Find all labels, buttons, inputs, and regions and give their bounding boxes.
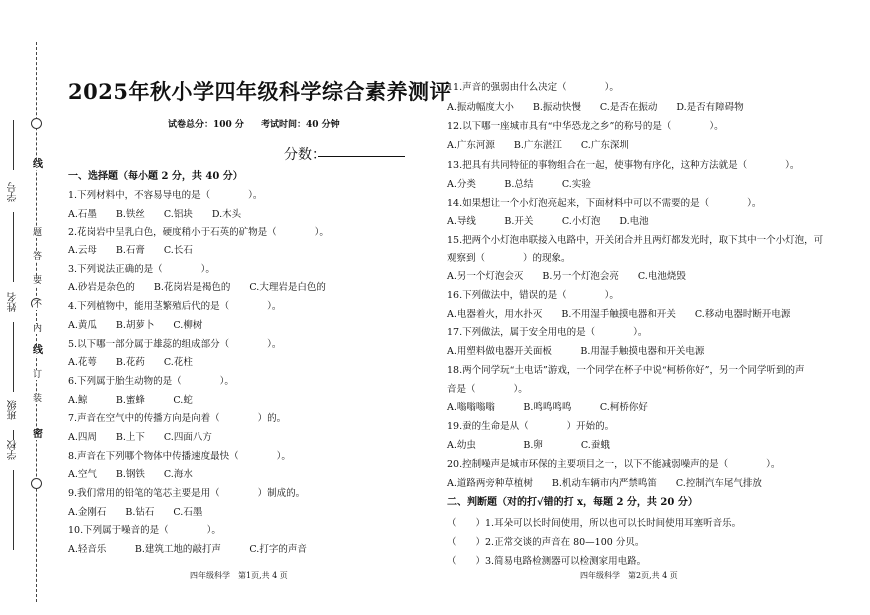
question-line: A.砂岩是杂色的 B.花岗岩是褐色的 C.大理岩是白色的 (68, 282, 326, 293)
question-line: 19.蚕的生命是从（ ）开始的。 (447, 421, 615, 432)
question-line: 7.声音在空气中的传播方向是向着（ ）的。 (68, 413, 287, 424)
question-line: 8.声音在下列哪个物体中传播速度最快（ ）。 (68, 451, 291, 462)
question-line: 12.以下哪一座城市具有“中华恐龙之乡”的称号的是（ ）。 (447, 121, 724, 132)
score-field[interactable] (318, 156, 405, 157)
question-line: A.云母 B.石膏 C.长石 (68, 245, 193, 256)
question-line: A.振动幅度大小 B.振动快慢 C.是否在振动 D.是否有障碍物 (447, 102, 744, 113)
seal-char: 不 (33, 300, 43, 310)
seal-char: 线 (33, 159, 43, 170)
name-label: 姓名 (8, 292, 19, 312)
question-line: A.金刚石 B.钻石 C.石墨 (68, 507, 203, 518)
question-line: A.花萼 B.花药 C.花柱 (68, 357, 193, 368)
question-line: 15.把两个小灯泡串联接入电路中，开关闭合并且两灯都发光时，取下其中一个小灯泡，可 (447, 235, 824, 246)
question-line: 5.以下哪一部分属于雄蕊的组成部分（ ）。 (68, 339, 282, 350)
question-line: A.鲸 B.蜜蜂 C.蛇 (68, 395, 193, 406)
question-line: A.电器着火，用水扑灭 B.不用湿手触摸电器和开关 C.移动电器时断开电源 (447, 309, 791, 320)
fill-line (13, 430, 14, 440)
question-line: 3.下列说法正确的是（ ）。 (68, 264, 215, 275)
fill-line (13, 470, 14, 550)
question-line: 2.花岗岩中呈乳白色，硬度稍小于石英的矿物是（ ）。 (68, 227, 329, 238)
score-label: 分数： (284, 147, 326, 163)
fill-line (13, 212, 14, 282)
question-line: 音是（ ）。 (447, 384, 528, 395)
total-score: 试卷总分：100 分 (168, 120, 244, 130)
question-line: A.石墨 B.铁丝 C.铝块 D.木头 (68, 209, 242, 220)
section-heading: 一、选择题（每小题 2 分，共 40 分） (68, 171, 243, 182)
question-line: 18.两个同学玩“土电话”游戏，一个同学在杯子中说“柯桥你好”，另一个同学听到的声 (447, 365, 805, 376)
section-heading: 二、判断题（对的打√错的打 x，每题 2 分，共 20 分） (447, 497, 698, 508)
question-line: A.道路两旁种草植树 B.机动车辆市内严禁鸣笛 C.控制汽车尾气排放 (447, 478, 762, 489)
seal-char: 内 (33, 324, 43, 334)
student-id-label: 学号 (8, 182, 19, 202)
exam-time: 考试时间：40 分钟 (261, 120, 340, 130)
page-footer-left: 四年级科学 第1页,共 4 页 (190, 571, 288, 580)
fill-line (13, 120, 14, 170)
seal-char: 装 (33, 394, 43, 404)
seal-char: 线 (33, 345, 43, 356)
question-line: 14.如果想让一个小灯泡亮起来，下面材料中可以不需要的是（ ）。 (447, 198, 762, 209)
page-footer-right: 四年级科学 第2页,共 4 页 (580, 571, 678, 580)
question-line: A.分类 B.总结 C.实验 (447, 179, 591, 190)
question-line: 4.下列植物中，能用茎繁殖后代的是（ ）。 (68, 301, 282, 312)
question-line: A.黄瓜 B.胡萝卜 C.柳树 (68, 320, 203, 331)
school-label: 学校 (8, 440, 19, 460)
binding-hole (31, 118, 42, 129)
question-line: 10.下列属于噪音的是（ ）。 (68, 525, 221, 536)
seal-char: 要 (33, 276, 43, 286)
question-line: 16.下列做法中，错误的是（ ）。 (447, 290, 619, 301)
question-line: 11.声音的强弱由什么决定（ ）。 (447, 82, 619, 93)
question-line: A.幼虫 B.卵 C.蚕蛾 (447, 440, 610, 451)
exam-title: 2025年秋小学四年级科学综合素养测评 (68, 79, 451, 104)
question-line: A.嗡嗡嗡嗡 B.鸣鸣鸣鸣 C.柯桥你好 (447, 402, 648, 413)
binding-margin (0, 0, 60, 615)
question-line: 1.下列材料中，不容易导电的是（ ）。 (68, 190, 263, 201)
question-line: （ ）2.正常交谈的声音在 80—100 分贝。 (447, 537, 645, 548)
class-label: 班级 (8, 400, 19, 420)
question-line: A.空气 B.钢铁 C.海水 (68, 469, 193, 480)
seal-char: 密 (33, 429, 43, 440)
question-line: A.轻音乐 B.建筑工地的敲打声 C.打字的声音 (68, 544, 307, 555)
question-line: 17.下列做法，属于安全用电的是（ ）。 (447, 327, 648, 338)
question-line: 13.把具有共同特征的事物组合在一起，使事物有序化，这种方法就是（ ）。 (447, 160, 800, 171)
question-line: 6.下列属于胎生动物的是（ ）。 (68, 376, 234, 387)
question-line: （ ）1.耳朵可以长时间使用，所以也可以长时间使用耳塞听音乐。 (447, 518, 742, 529)
question-line: A.用塑料做电器开关面板 B.用湿手触摸电器和开关电源 (447, 346, 705, 357)
question-line: A.四周 B.上下 C.四面八方 (68, 432, 212, 443)
binding-hole (31, 478, 42, 489)
question-line: （ ）3.简易电路检测器可以检测家用电路。 (447, 556, 647, 567)
question-line: A.广东河源 B.广东湛江 C.广东深圳 (447, 140, 629, 151)
question-line: 9.我们常用的铅笔的笔芯主要是用（ ）制成的。 (68, 488, 306, 499)
fill-line (13, 322, 14, 392)
question-line: 观察到（ ）的现象。 (447, 253, 571, 264)
seal-char: 题 (33, 228, 43, 238)
question-line: A.另一个灯泡会灭 B.另一个灯泡会亮 C.电池烧毁 (447, 271, 686, 282)
seal-char: 答 (33, 252, 43, 262)
question-line: A.导线 B.开关 C.小灯泡 D.电池 (447, 216, 649, 227)
question-line: 20.控制噪声是城市环保的主要项目之一，以下不能减弱噪声的是（ ）。 (447, 459, 781, 470)
seal-char: 订 (33, 370, 43, 380)
